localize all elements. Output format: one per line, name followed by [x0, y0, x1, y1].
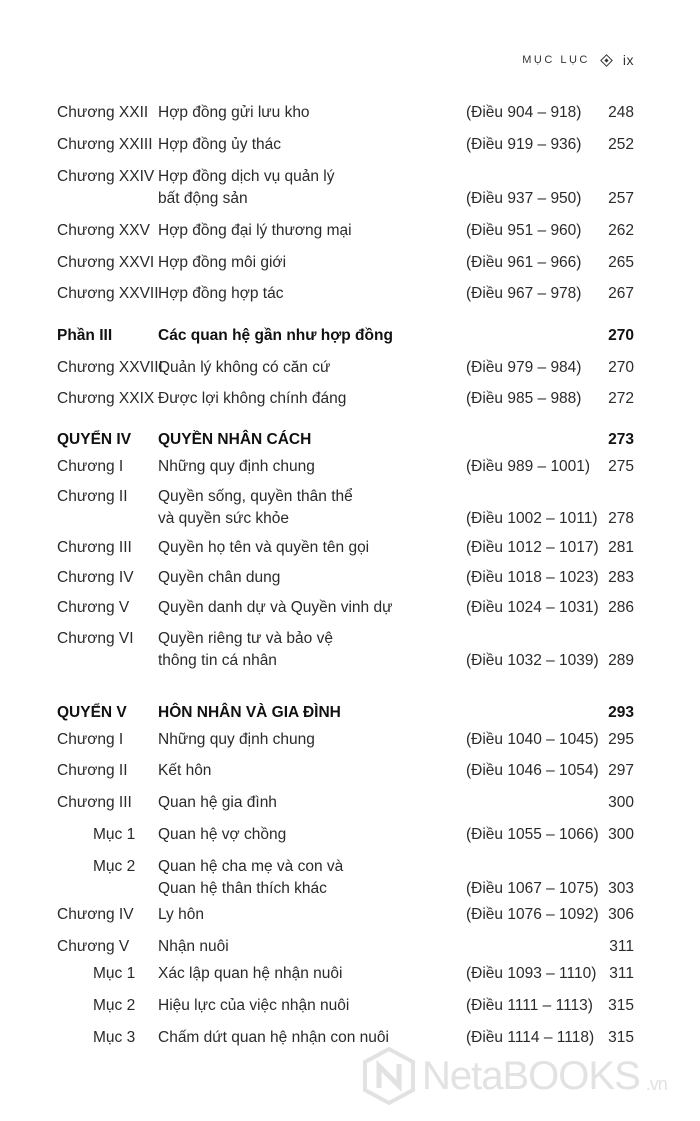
entry-label: Chương XXVII — [57, 285, 159, 302]
entry-page: 315 — [608, 1029, 634, 1046]
entry-title: Được lợi không chính đáng — [158, 390, 347, 407]
entry-articles: (Điều 1012 – 1017) — [466, 539, 599, 556]
entry-title: Hợp đồng gửi lưu kho — [158, 104, 310, 121]
entry-title: Quản lý không có căn cứ — [158, 359, 331, 376]
entry-articles: (Điều 989 – 1001) — [466, 458, 591, 475]
entry-page: 303 — [608, 880, 634, 897]
entry-page: 262 — [608, 222, 634, 239]
entry-label: Mục 1 — [93, 826, 136, 843]
entry-articles: (Điều 967 – 978) — [466, 285, 582, 302]
entry-page: 273 — [608, 431, 634, 448]
entry-articles: (Điều 904 – 918) — [466, 104, 582, 121]
entry-page: 267 — [608, 285, 634, 302]
entry-page: 315 — [608, 997, 634, 1014]
entry-title: Quyền họ tên và quyền tên gọi — [158, 539, 370, 556]
entry-title: Quyền sống, quyền thân thể — [158, 488, 353, 505]
entry-articles: (Điều 1067 – 1075) — [466, 880, 599, 897]
entry-title: thông tin cá nhân — [158, 652, 277, 669]
entry-label: Chương I — [57, 731, 124, 748]
entry-label: Mục 2 — [93, 858, 136, 875]
entry-label: Chương II — [57, 762, 128, 779]
entry-articles: (Điều 1018 – 1023) — [466, 569, 599, 586]
entry-articles: (Điều 1040 – 1045) — [466, 731, 599, 748]
entry-title: Xác lập quan hệ nhận nuôi — [158, 965, 343, 982]
entry-articles: (Điều 1076 – 1092) — [466, 906, 599, 923]
entry-page: 300 — [608, 794, 634, 811]
entry-articles: (Điều 1093 – 1110) — [466, 965, 597, 982]
entry-label: Chương IV — [57, 906, 134, 923]
watermark-brand: NetaBOOKS — [422, 1053, 640, 1098]
entry-page: 306 — [608, 906, 634, 923]
entry-title: Hợp đồng hợp tác — [158, 285, 284, 302]
entry-articles: (Điều 1046 – 1054) — [466, 762, 599, 779]
page-number: ix — [622, 52, 634, 68]
entry-title: Quan hệ vợ chồng — [158, 826, 287, 843]
entry-label: Chương XXIII — [57, 136, 153, 153]
entry-label: Chương XXVIII — [57, 359, 163, 376]
entry-title: bất động sản — [158, 190, 248, 207]
entry-title: Quyền riêng tư và bảo vệ — [158, 630, 333, 647]
entry-label: Mục 3 — [93, 1029, 136, 1046]
entry-label: Chương XXV — [57, 222, 150, 239]
entry-title: Hiệu lực của việc nhận nuôi — [158, 997, 350, 1014]
entry-articles: (Điều 1032 – 1039) — [466, 652, 599, 669]
entry-page: 265 — [608, 254, 634, 271]
entry-page: 283 — [608, 569, 634, 586]
entry-title: Hợp đồng dịch vụ quản lý — [158, 168, 335, 185]
entry-label: Chương XXVI — [57, 254, 155, 271]
watermark — [362, 1046, 667, 1106]
entry-articles: (Điều 919 – 936) — [466, 136, 582, 153]
entry-page: 257 — [608, 190, 634, 207]
entry-title: Hợp đồng môi giới — [158, 254, 287, 271]
entry-label: Chương VI — [57, 630, 134, 647]
entry-label: Chương V — [57, 938, 130, 955]
entry-title: Các quan hệ gần như hợp đồng — [158, 327, 393, 344]
entry-label: Chương I — [57, 458, 124, 475]
entry-title: Những quy định chung — [158, 731, 315, 748]
entry-label: Chương III — [57, 794, 132, 811]
entry-label: Chương XXIV — [57, 168, 155, 185]
entry-page: 295 — [608, 731, 634, 748]
entry-title: Quyền danh dự và Quyền vinh dự — [158, 599, 393, 616]
entry-title: Quyền chân dung — [158, 569, 281, 586]
entry-label: Chương XXIX — [57, 390, 155, 407]
entry-page: 293 — [608, 704, 634, 721]
entry-articles: (Điều 979 – 984) — [466, 359, 582, 376]
entry-title: Quan hệ gia đình — [158, 794, 277, 811]
entry-title: HÔN NHÂN VÀ GIA ĐÌNH — [158, 704, 341, 721]
entry-title: Những quy định chung — [158, 458, 315, 475]
entry-page: 286 — [608, 599, 634, 616]
entry-label: Chương II — [57, 488, 128, 505]
entry-label: QUYỂN IV — [57, 431, 132, 448]
entry-label: Mục 2 — [93, 997, 136, 1014]
entry-title: Hợp đồng đại lý thương mại — [158, 222, 352, 239]
entry-title: Nhận nuôi — [158, 938, 229, 955]
entry-articles: (Điều 1055 – 1066) — [466, 826, 599, 843]
entry-page: 289 — [608, 652, 634, 669]
entry-page: 275 — [608, 458, 634, 475]
entry-label: QUYỂN V — [57, 704, 127, 721]
entry-page: 272 — [608, 390, 634, 407]
netabooks-logo-icon — [362, 1046, 416, 1106]
entry-title: Ly hôn — [158, 906, 204, 923]
entry-label: Chương XXII — [57, 104, 149, 121]
entry-title: và quyền sức khỏe — [158, 510, 290, 527]
entry-title: Quan hệ thân thích khác — [158, 880, 327, 897]
entry-page: 248 — [608, 104, 634, 121]
entry-articles: (Điều 985 – 988) — [466, 390, 582, 407]
entry-page: 297 — [608, 762, 634, 779]
entry-title: Quan hệ cha mẹ và con và — [158, 858, 344, 875]
entry-articles: (Điều 1111 – 1113) — [466, 997, 593, 1014]
entry-title: Chấm dứt quan hệ nhận con nuôi — [158, 1029, 389, 1046]
entry-title: QUYỀN NHÂN CÁCH — [158, 431, 312, 448]
entry-title: Hợp đồng ủy thác — [158, 136, 282, 153]
entry-articles: (Điều 961 – 966) — [466, 254, 582, 271]
entry-articles: (Điều 951 – 960) — [466, 222, 582, 239]
entry-page: 270 — [608, 359, 634, 376]
entry-title: Kết hôn — [158, 762, 212, 779]
entry-page: 311 — [609, 938, 634, 955]
running-header — [522, 52, 634, 68]
section-title: MỤC LỤC — [522, 54, 590, 66]
entry-page: 270 — [608, 327, 634, 344]
entry-articles: (Điều 1002 – 1011) — [466, 510, 598, 527]
entry-page: 311 — [609, 965, 634, 982]
entry-label: Chương V — [57, 599, 130, 616]
entry-label: Chương IV — [57, 569, 134, 586]
entry-page: 300 — [608, 826, 634, 843]
entry-articles: (Điều 1114 – 1118) — [466, 1029, 595, 1046]
entry-label: Mục 1 — [93, 965, 136, 982]
entry-page: 252 — [608, 136, 634, 153]
entry-label: Chương III — [57, 539, 132, 556]
entry-label: Phần III — [57, 327, 113, 344]
entry-page: 278 — [608, 510, 634, 527]
entry-page: 281 — [608, 539, 634, 556]
entry-articles: (Điều 937 – 950) — [466, 190, 582, 207]
entry-articles: (Điều 1024 – 1031) — [466, 599, 599, 616]
diamond-ornament-icon — [600, 54, 613, 67]
watermark-suffix: .vn — [645, 1073, 667, 1094]
